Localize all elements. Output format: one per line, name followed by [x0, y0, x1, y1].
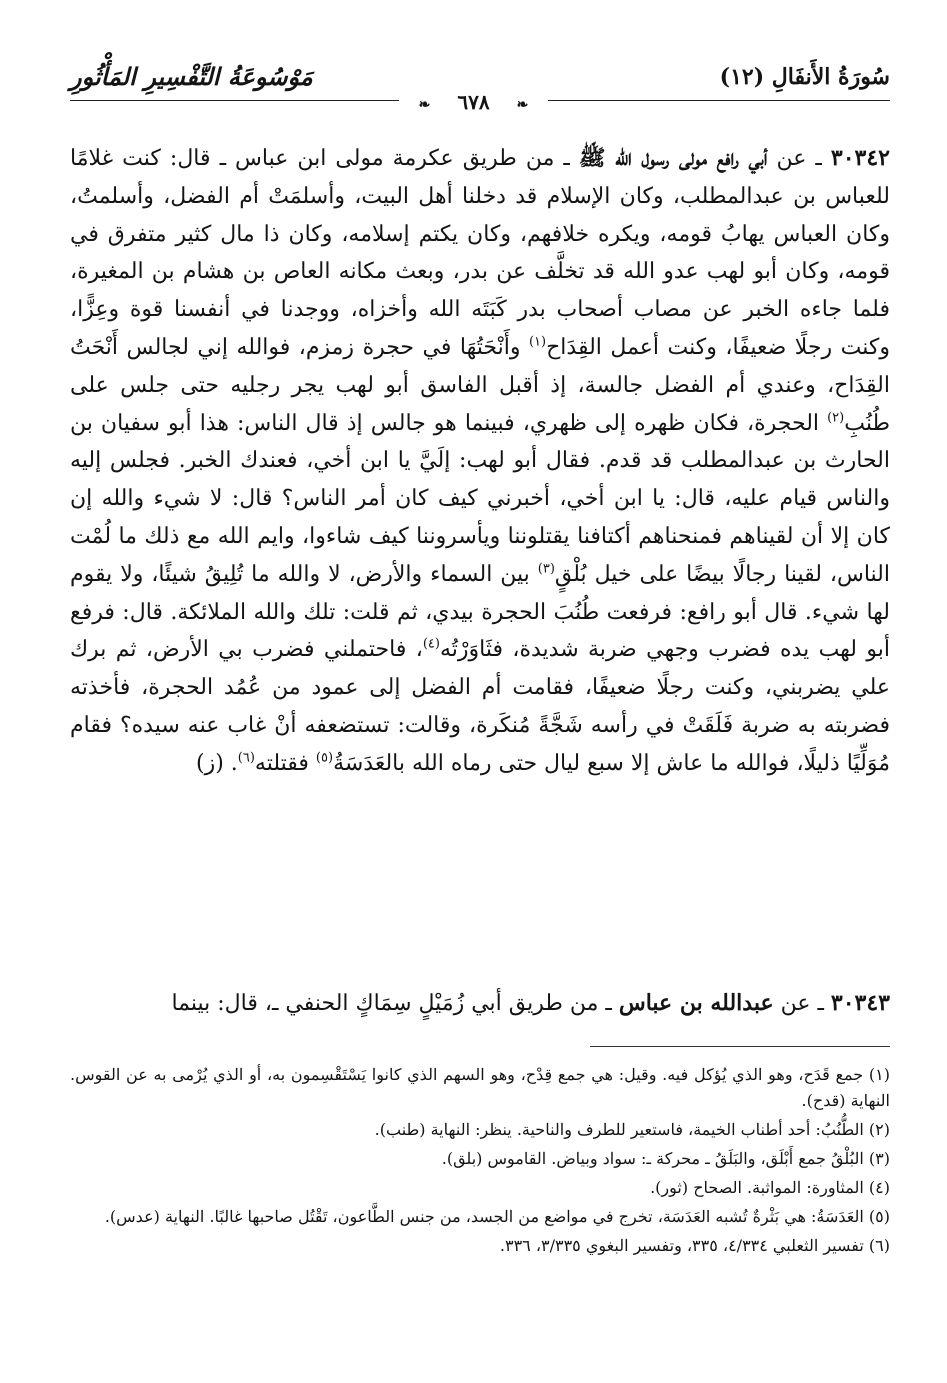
hadith-30342 — [70, 140, 890, 783]
footnote-ref-5: (٥) — [315, 750, 334, 766]
hadith-text-4: بين السماء والأرض، لا والله ما تُلِيقُ شيئًا، ولا يقوم لها شيء. قال أبو رافع: فرفعت طُنُبَ الحجرة بيدي، ثم قلت: تلك والله الملائكة. قال: فرفع أبو لهب يده فضرب وجهي ضربة شديدة، فثَاوَرْتُه — [70, 561, 890, 663]
hadith-lead: ـ عن — [773, 991, 831, 1016]
hadith-text-7: . (ز) — [196, 750, 238, 776]
hadith-paragraph — [70, 140, 890, 783]
page-number: ٦٧٨ — [447, 90, 499, 114]
hadith-text: ـ من طريق أبي زُمَيْلٍ سِمَاكٍ الحنفي ـ، قال: بينما — [171, 991, 619, 1016]
hadith-number: ٣٠٣٤٢ — [830, 145, 890, 171]
hadith-number: ٣٠٣٤٣ — [830, 990, 890, 1016]
footnote-5: (٥) العَدَسَةُ: هي بَثْرةٌ تُشبه العَدَسَة، تخرج في مواضع من الجسد، من جنس الطَّاعون، تَقْتُل صاحبها غالبًا. النهاية (عدس). — [104, 1207, 890, 1226]
book-title: مَوْسُوعَةُ التَّفْسِيرِ المَأْثُورِ — [70, 62, 313, 91]
footnote-separator — [590, 1046, 890, 1047]
hadith-text-2: وأَنْحَتُهَا في حجرة زمزم، فوالله إني لجالس أَنْحَتُ القِدَاح، وعندي أم الفضل جالسة، إذ أقبل الفاسق أبو لهب يجر رجليه حتى جلس على طُنُبِ — [70, 334, 890, 436]
hadith-lead: ـ عن — [767, 146, 831, 171]
footnotes — [70, 1062, 890, 1262]
footnote-4: (٤) المثاورة: المواثبة. الصحاح (ثور). — [650, 1178, 890, 1197]
footnote-6: (٦) تفسير الثعلبي ٤/٣٣٤، ٣٣٥، وتفسير البغوي ٣/٣٣٥، ٣٣٦. — [499, 1236, 890, 1255]
hadith-paragraph — [70, 985, 890, 1023]
hadith-text-3: الحجرة، فكان ظهره إلى ظهري، فبينما هو جالس إذ قال الناس: هذا أبو سفيان بن الحارث بن عبدالمطلب قد قدم. فقال أبو لهب: إلَيَّ يا ابن أخي، فعندك الخبر. فجلس إليه والناس قيام عليه، قال: يا ابن أخي، أخبرني كيف كان أمر الناس؟ قال: لا شيء والله إن كان إلا أن لقيناهم فمنحناهم أكتافنا يقتلوننا ويأسروننا كيف شاءوا، وايم الله مع ذلك ما لُمْت الناس، لقينا رجالًا بيضًا على خيل بُلْقٍ — [70, 410, 890, 587]
hadith-narrator: أبي رافع مولى رسول الله ﷺ — [578, 145, 768, 171]
hadith-30343 — [70, 985, 890, 1023]
hadith-text-6: فقتلته — [254, 750, 316, 776]
footnote-ref-2: (٢) — [827, 410, 845, 426]
hadith-text-5: ، فاحتملني فضرب بي الأرض، ثم برك علي يضربني، وكنت رجلًا ضعيفًا، فقامت أم الفضل إلى عمود من عُمُد الحجرة، فأخذته فضربته به ضربة فَلَقَتْ في رأسه شَجَّةً مُنكَرة، وقالت: تستضعفه أنْ غاب عنه سيده؟ فقام مُوَلِّيًا ذليلًا، فوالله ما عاش إلا سبع ليال حتى رماه الله بالعَدَسَةُ — [70, 637, 890, 776]
footnote-ref-6: (٦) — [237, 750, 255, 766]
ornament-left-icon: ❧ — [409, 97, 441, 113]
hadith-narrator: عبدالله بن عباس — [618, 990, 774, 1016]
page-number-box — [0, 90, 947, 114]
footnote-ref-4: (٤) — [422, 637, 440, 653]
ornament-right-icon: ❧ — [507, 97, 539, 113]
footnote-ref-3: (٣) — [537, 561, 555, 577]
footnote-1: (١) جمع قَدَح، وهو الذي يُؤكل فيه. وقيل: هي جمع قِدْح، وهو السهم الذي كانوا يَسْتَقْسِمون به، أو الذي يُرْمى به عن القوس. النهاية (قدح). — [70, 1065, 890, 1110]
surah-title: سُورَةُ الأَنفَالِ (١٢) — [719, 64, 890, 90]
footnote-ref-1: (١) — [528, 334, 547, 350]
hadith-text-1: ـ من طريق عكرمة مولى ابن عباس ـ قال: كنت غلامًا للعباس بن عبدالمطلب، وكان الإسلام قد دخلنا أهل البيت، وأسلمَتْ أم الفضل، وأسلمتُ، وكان العباس يهابُ قومه، ويكره خلافهم، وكان يكتم إسلامه، وكان ذا مال كثير متفرق في قومه، وكان أبو لهب عدو الله قد تخلَّف عن بدر، وبعث مكانه العاص بن هشام بن المغيرة، فلما جاءه الخبر عن مصاب أصحاب بدر كَبَتَه الله وأخزاه، ووجدنا في أنفسنا قوة وعِزًّا، وكنت رجلًا ضعيفًا، وكنت أعمل القِدَاح — [70, 146, 890, 360]
footnote-3: (٣) البُلْقُ جمع أَبْلَق، والبَلَقُ ـ محركة ـ: سواد وبياض. القاموس (بلق). — [441, 1149, 890, 1168]
footnote-2: (٢) الطُّنُبُ: أحد أطناب الخيمة، فاستعير للطرف والناحية. ينظر: النهاية (طنب). — [374, 1120, 890, 1139]
